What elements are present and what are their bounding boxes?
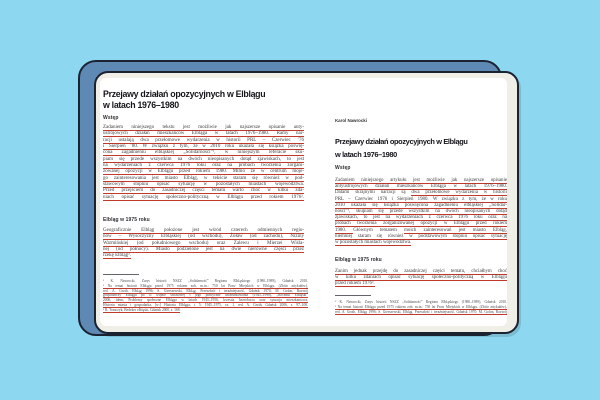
footnote-separator	[335, 295, 371, 296]
paragraph-intro	[103, 125, 304, 201]
match-underline: 2010 ukazała się książka poświęcona zagadnieniu elbląskiej „Solidar-	[335, 202, 507, 208]
match-underline: gospodarczy Elbląga po II wojnie światowej i jego polityczne uwarunkowania (1945–1990), „Rocznik Elbląski”	[103, 293, 308, 298]
text-line	[103, 247, 304, 253]
match-underline: na wydarzeniach z czerwca 1976 roku oraz na próbach tworzenia zorgani-	[103, 163, 304, 169]
plain-text: ¹ K. Nawrocki, Zarys historii NSZZ „Solidarność” Regionu Elbląskiego (1980–1989), Gdańsk 2010.	[335, 300, 507, 304]
match-underline: niach opisać sytuację społeczno-polityczną w Elblągu przed rokiem 1976².	[103, 194, 304, 200]
match-underline: nej (od północy). Miasto podzielone jest na dwie nierówne części przez	[103, 247, 304, 253]
page-title	[335, 135, 507, 161]
match-underline: w pozostałych miastach województwa.	[335, 240, 412, 246]
document-card	[94, 71, 519, 334]
text-line	[335, 240, 507, 246]
match-underline: dwa przełomowe wydarzenia w historii	[411, 190, 507, 196]
match-underline: Geograficznie Elbląg położone jest wśród czterech odmiennych regio-	[103, 228, 304, 233]
match-underline: ² Na temat historii Elbląga przed 1975 rokiem zob. m.in.: 750 lat Praw Miejskich w Elblągu. (Zbiór artykułów),	[103, 283, 308, 288]
text-line	[103, 169, 304, 175]
match-underline: antyustrojowych działań mieszkańców Elbląga w latach 1976–1980.	[335, 184, 507, 190]
match-underline: ustrojowych działań mieszkańców Elbląga w latach 1976–1980. Ramy nar-	[103, 131, 304, 137]
text-line	[103, 308, 308, 313]
title-line-2: w latach 1976–1980	[335, 149, 397, 159]
match-underline: Przed przejściem do zasadniczej części tematu warto choć w kilku zda-	[103, 188, 304, 194]
title-line-2: w latach 1976–1980	[103, 100, 179, 111]
title-line-1: Przejawy działań opozycyjnych w Elblągu	[103, 88, 266, 99]
match-underline: Warmińskiej (od południowego wschodu) oraz Zalewu i Mierzei Wiśla-	[103, 240, 304, 246]
match-underline: zowanej opozycji w Elblągu przed rokiem 1980. Mimo że w centrum moje-	[103, 169, 304, 175]
match-underline: red. A. Groth, Elbląg 1996; S. Gierszewski, Elbląg. Przeszłość i teraźniejszość, Gdańsk 1970; M. Golon, Rozwój	[335, 309, 507, 314]
match-underline: Zanim jednak przejdę do zasadniczej części tematu, chciałbym choć	[335, 269, 507, 274]
match-underline: Zadaniem niniejszego tekstu jest możliwie jak najszersze opisanie anty-	[103, 125, 304, 130]
text-line	[335, 228, 507, 234]
match-underline: racji ustalają dwa przełomowe wydarzenia w historii PRL – Czerwiec ’76	[103, 137, 304, 143]
plain-text: Głównym tematem	[353, 227, 405, 233]
match-underline: 1980.	[335, 227, 354, 233]
match-underline: moich zainteresowań jest miasto Elbląg,	[404, 227, 507, 233]
match-underline: 2006, idem, Problemy społeczne Elbląga w latach 1945–1956, kwestia bezrobocia oraz sytuacja mieszkaniowa,	[103, 298, 308, 303]
section-heading-elblag-1975: Elbląg w 1975 roku	[335, 257, 382, 263]
match-underline: próbach tworzenia zorganizowanej opozycji w Elblągu przed rokiem	[335, 221, 507, 227]
match-underline: w kilku zdaniach opisać sytuację społeczno-polityczną w Elblągu	[335, 275, 507, 281]
match-underline: go zainteresowania jest miasto Elbląg, w tekście staram się również w pod-	[103, 175, 304, 181]
footnotes	[335, 300, 507, 314]
text-line	[335, 281, 507, 287]
match-underline: ności”¹, skupiam się przede wszystkim na dwóch nieopisanych dotąd	[335, 209, 507, 215]
match-underline: niemniej staram się również w podstawowym stopniu opisać sytuację	[335, 233, 507, 239]
text-line	[103, 253, 304, 259]
match-underline: red. A. Groth, Elbląg 1996; S. Gierszewski, Elbląg. Przeszłość i teraźniejszość, Gdańsk 1970; M. Golon, Rozwój	[103, 288, 308, 293]
match-underline: ³ R. Tomczyk, Bedeker elbląski, Gdańsk 2000, s. 168.	[103, 307, 181, 312]
match-underline: Historia miasta i gospodarka, [w:] Historia Elbląga, t. 5: 1945–1975, cz. 1, red. A. Groth, Gdańsk 2006, s. 97–108.	[103, 302, 308, 307]
text-line	[103, 195, 304, 201]
footnote-separator	[103, 274, 139, 275]
match-underline: rzekę Elbląg³.	[103, 253, 131, 259]
page-right	[335, 118, 507, 323]
match-underline: PRL – Czerwiec 1976 i Sierpień 1980. W związku z tym, że w roku	[335, 196, 507, 202]
match-underline: cona zagadnieniu elbląskiej „Solidarności”¹, w niniejszym referacie sku-	[103, 150, 304, 156]
text-line	[103, 284, 308, 289]
author-name: Karol Nawrocki	[335, 118, 367, 123]
footnotes	[103, 279, 308, 313]
match-underline: Zadaniem niniejszego artykułu jest możliwie jak najszersze opisanie	[335, 178, 507, 183]
text-line	[103, 188, 304, 194]
text-line	[335, 310, 507, 315]
text-line	[335, 190, 507, 196]
document-pages-area	[100, 78, 507, 326]
match-underline: przed rokiem 1976².	[335, 281, 375, 287]
match-underline: nów – Wysoczyzny Elbląskiej (od wschodu), Żuław (od zachodu), Niziny	[103, 234, 304, 240]
match-underline: zjawiskach, to jest na wydarzeniach z czerwca 1976 roku oraz na	[335, 215, 507, 221]
section-heading-elblag-1975: Elbląg w 1975 roku	[103, 217, 150, 223]
paragraph-elblag-1975	[103, 228, 304, 260]
intro-heading: Wstęp	[103, 115, 119, 121]
page-left	[103, 80, 308, 325]
match-underline: stawowym stopniu opisać sytuację w pozostałych miastach województwa.	[103, 182, 304, 188]
plain-text: ¹ K. Nawrocki, Zarys historii NSZZ „Solidarność” Regionu Elbląskiego (1980–1989), Gdańsk 2010.	[103, 279, 308, 283]
paragraph-elblag-1975	[335, 269, 507, 288]
text-line	[103, 234, 304, 240]
match-underline: i Sierpień ’80. W związku z tym, że w 2010 roku ukazała się książka poświę-	[103, 144, 304, 150]
match-underline: ² Na temat historii Elbląga przed 1975 rokiem zob. m.in.: 750 lat Praw Miejskich w Elblągu. (Zbiór artykułów),	[335, 304, 507, 309]
text-line	[103, 150, 304, 156]
plain-text: Datami skrajnymi narracji są	[335, 190, 412, 196]
title-line-1: Przejawy działań opozycyjnych w Elblągu	[335, 136, 468, 146]
page-title	[103, 89, 304, 112]
text-line	[103, 131, 304, 137]
match-underline: piam się przede wszystkim na dwóch nieopisanych dotąd zjawiskach, to jest	[103, 156, 304, 162]
paragraph-intro	[335, 178, 507, 246]
text-line	[335, 305, 507, 310]
text-line	[335, 197, 507, 203]
intro-heading: Wstęp	[335, 165, 351, 171]
